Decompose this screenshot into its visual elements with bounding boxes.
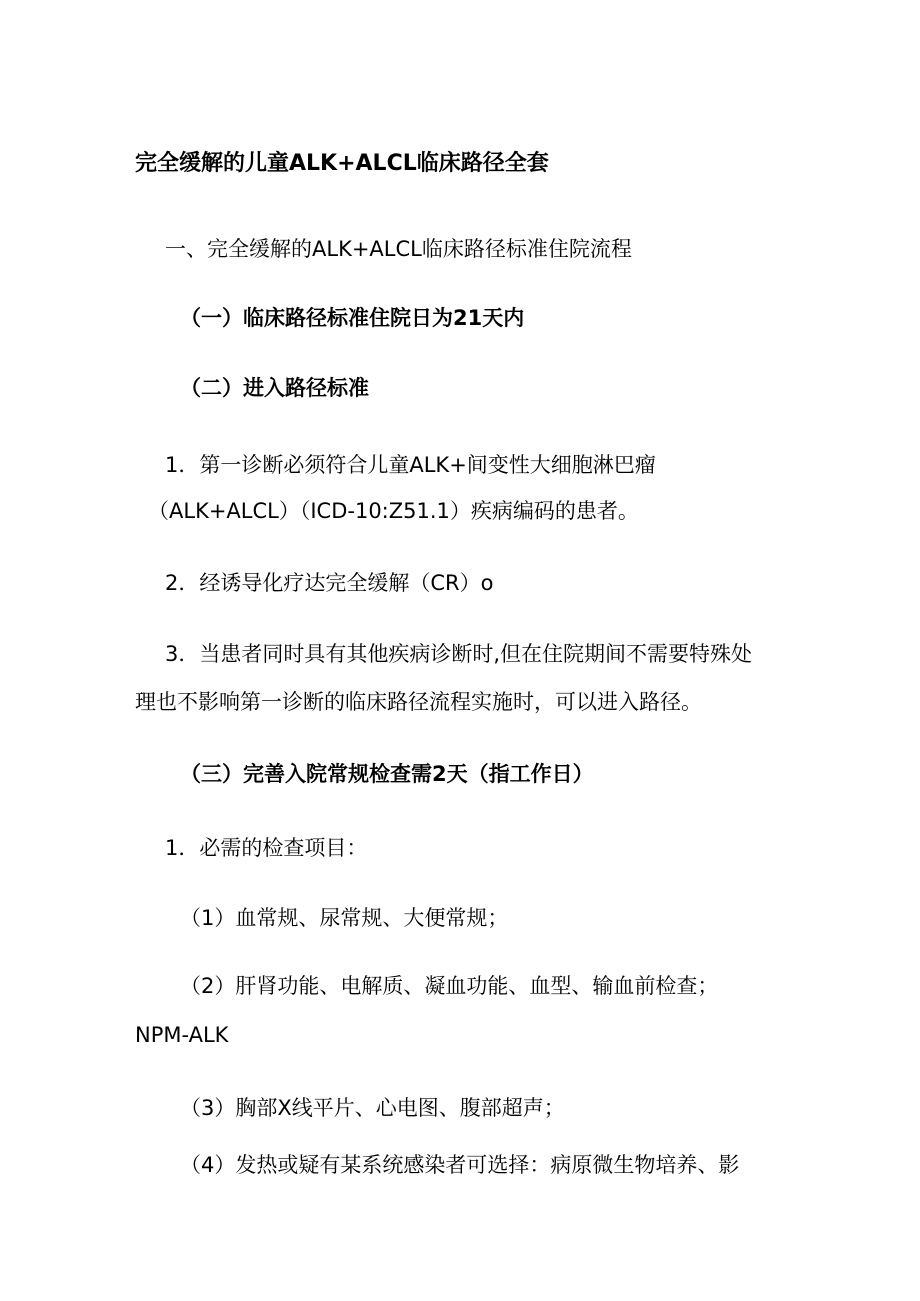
subsection-heading-2: （二）进入路径标准 (180, 376, 369, 400)
criteria-item-3-line-2: 理也不影响第一诊断的临床路径流程实施时，可以进入路径。 (135, 690, 702, 714)
exam-sub-item-3: （3）胸部X线平片、心电图、腹部超声； (180, 1096, 565, 1120)
criteria-item-3-line-1: 3．当患者同时具有其他疾病诊断时,但在住院期间不需要特殊处 (165, 642, 753, 666)
exam-sub-item-1: （1）血常规、尿常规、大便常规； (180, 906, 509, 930)
exam-item-1: 1．必需的检查项目： (165, 836, 368, 860)
criteria-item-1-line-1: 1．第一诊断必须符合儿童ALK+间变性大细胞淋巴瘤 (165, 453, 656, 477)
document-title: 完全缓解的儿童ALK+ALCL临床路径全套 (135, 151, 549, 176)
exam-sub-item-2-line-1: （2）肝肾功能、电解质、凝血功能、血型、输血前检查； (180, 974, 719, 998)
subsection-heading-3: （三）完善入院常规检查需2天（指工作日） (180, 762, 594, 786)
criteria-item-2: 2．经诱导化疗达完全缓解（CR）o (165, 571, 494, 595)
exam-sub-item-2-line-2: NPM-ALK (135, 1023, 229, 1047)
exam-sub-item-4: （4）发热或疑有某系统感染者可选择：病原微生物培养、影 (180, 1153, 740, 1177)
subsection-heading-1: （一）临床路径标准住院日为21天内 (180, 306, 525, 330)
criteria-item-1-line-2: （ALK+ALCL）（ICD-10:Z51.1）疾病编码的患者。 (148, 499, 639, 523)
section-heading: 一、完全缓解的ALK+ALCL临床路径标准住院流程 (165, 237, 632, 261)
